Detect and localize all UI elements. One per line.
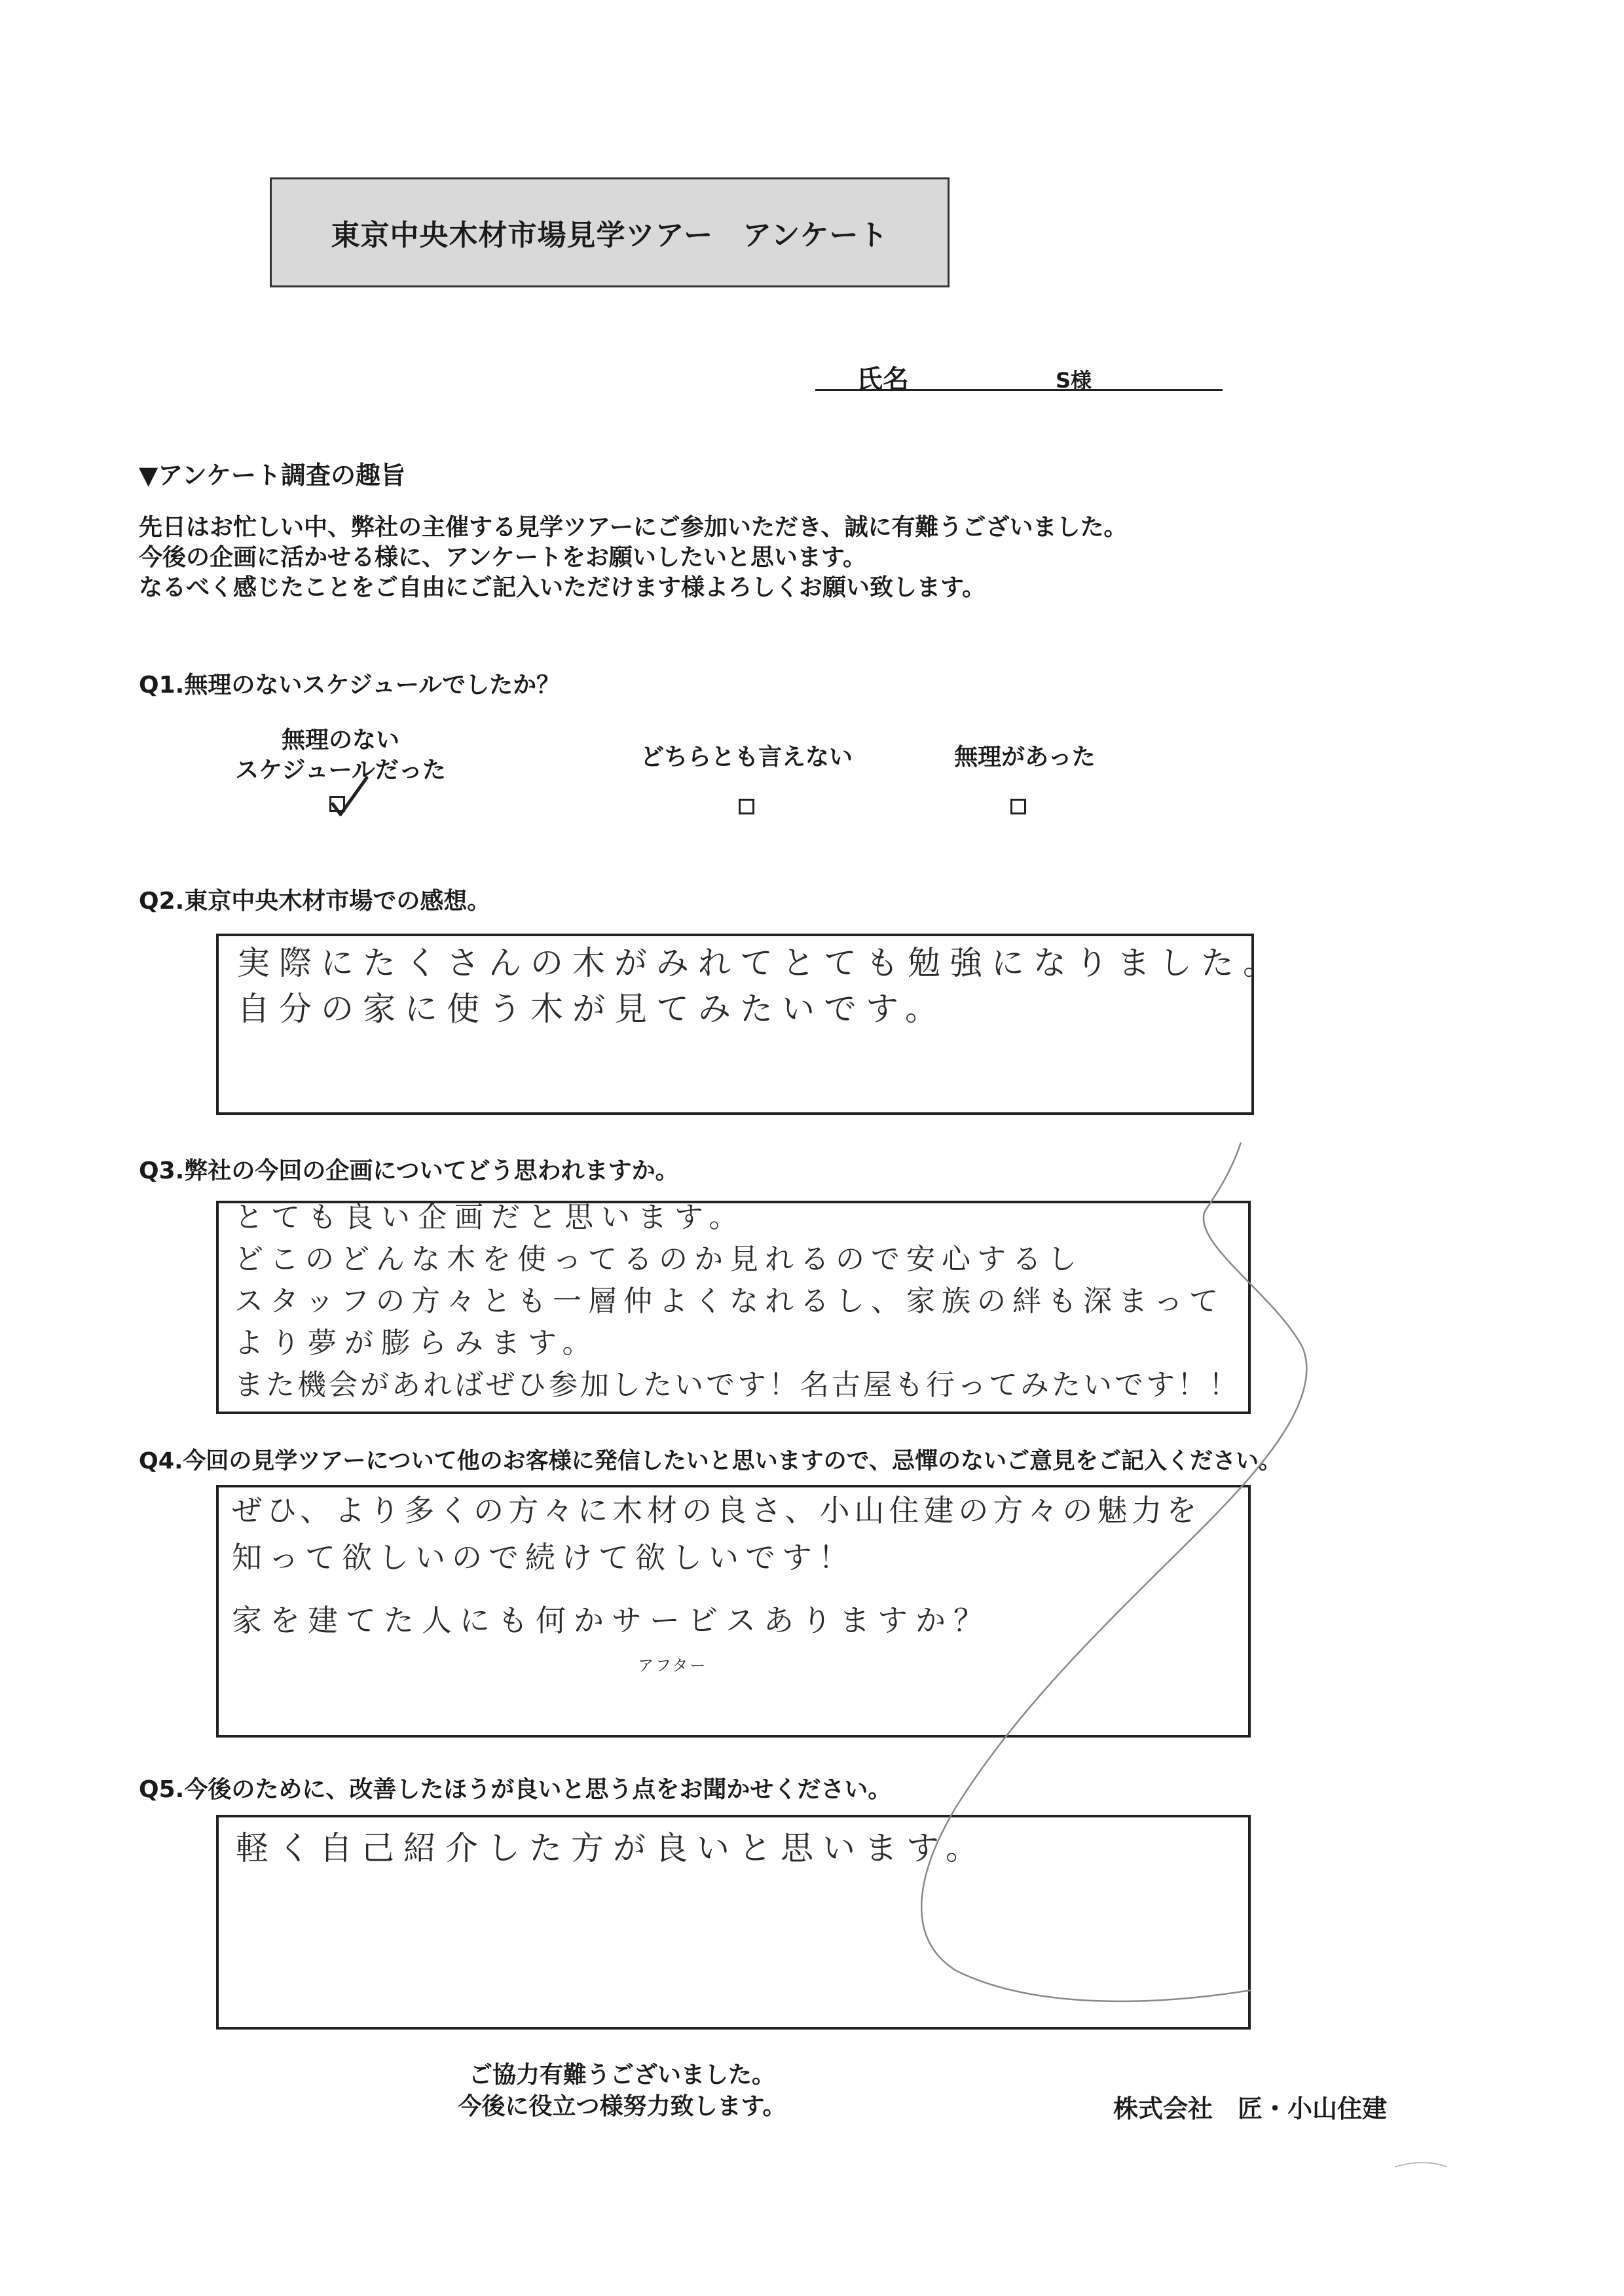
q1-option-label: 無理のない — [281, 727, 399, 754]
purpose-line: 先日はお忙しい中、弊社の主催する見学ツアーにご参加いただき、誠に有難うございました。 — [139, 514, 1128, 541]
q3-answer-line: また機会があればぜひ参加したいです！名古屋も行ってみたいです！！ — [234, 1368, 1240, 1402]
purpose-line: 今後の企画に活かせる様に、アンケートをお願いしたいと思います。 — [139, 544, 866, 571]
q3-question: Q3.弊社の今回の企画についてどう思われますか。 — [139, 1157, 679, 1184]
survey-title: 東京中央木材市場見学ツアー アンケート — [331, 219, 889, 252]
q4-answer-line: 家を建てた人にも何かサービスありますか？ — [232, 1603, 991, 1638]
closing-line: ご協力有難うございました。 — [468, 2062, 775, 2088]
name-value: S様 — [1056, 368, 1092, 393]
q4-insert-note: アフター — [638, 1656, 708, 1675]
q4-question: Q4.今回の見学ツアーについて他のお客様に発信したいと思いますので、忌憚のないご意見をご記入ください。 — [139, 1448, 1282, 1474]
q1-option-label: スケジュールだった — [235, 757, 446, 784]
q4-answer-line: 知って欲しいので続けて欲しいです！ — [232, 1540, 855, 1575]
q2-question: Q2.東京中央木材市場での感想。 — [139, 888, 491, 915]
faint-mark — [1395, 2162, 1447, 2167]
q2-answer-line: 実際にたくさんの木がみれてとても勉強になりました。 — [237, 944, 1285, 982]
q1-question: Q1.無理のないスケジュールでしたか？ — [139, 672, 561, 699]
q3-answer-line: とても良い企画だと思います。 — [234, 1201, 746, 1234]
q5-answer-line: 軽く自己紹介した方が良いと思います。 — [236, 1829, 987, 1867]
checkmark-icon — [333, 778, 367, 814]
q4-answer-line: ぜひ、より多くの方々に木材の良さ、小山住建の方々の魅力を — [232, 1493, 1202, 1528]
purpose-line: なるべく感じたことをご自由にご記入いただけます様よろしくお願い致します。 — [139, 574, 986, 601]
q5-question: Q5.今後のために、改善したほうが良いと思う点をお聞かせください。 — [139, 1776, 892, 1803]
q3-answer-line: スタッフの方々とも一層仲よくなれるし、家族の絆も深まって — [234, 1285, 1225, 1318]
q3-answer-line: より夢が膨らみます。 — [234, 1326, 599, 1360]
q2-answer-line: 自分の家に使う木が見てみたいです。 — [237, 990, 947, 1028]
pencil-stroke — [921, 1142, 1306, 2001]
q3-answer-line: どこのどんな木を使ってるのか見れるので安心するし — [234, 1243, 1083, 1276]
name-label: 氏名 — [857, 365, 909, 395]
purpose-heading: ▼アンケート調査の趣旨 — [139, 461, 405, 490]
q1-option-label: どちらとも言えない — [640, 744, 853, 771]
q1-option-label: 無理があった — [954, 744, 1096, 771]
closing-line: 今後に役立つ様努力致します。 — [458, 2093, 786, 2120]
company-name: 株式会社 匠・小山住建 — [1113, 2094, 1388, 2123]
